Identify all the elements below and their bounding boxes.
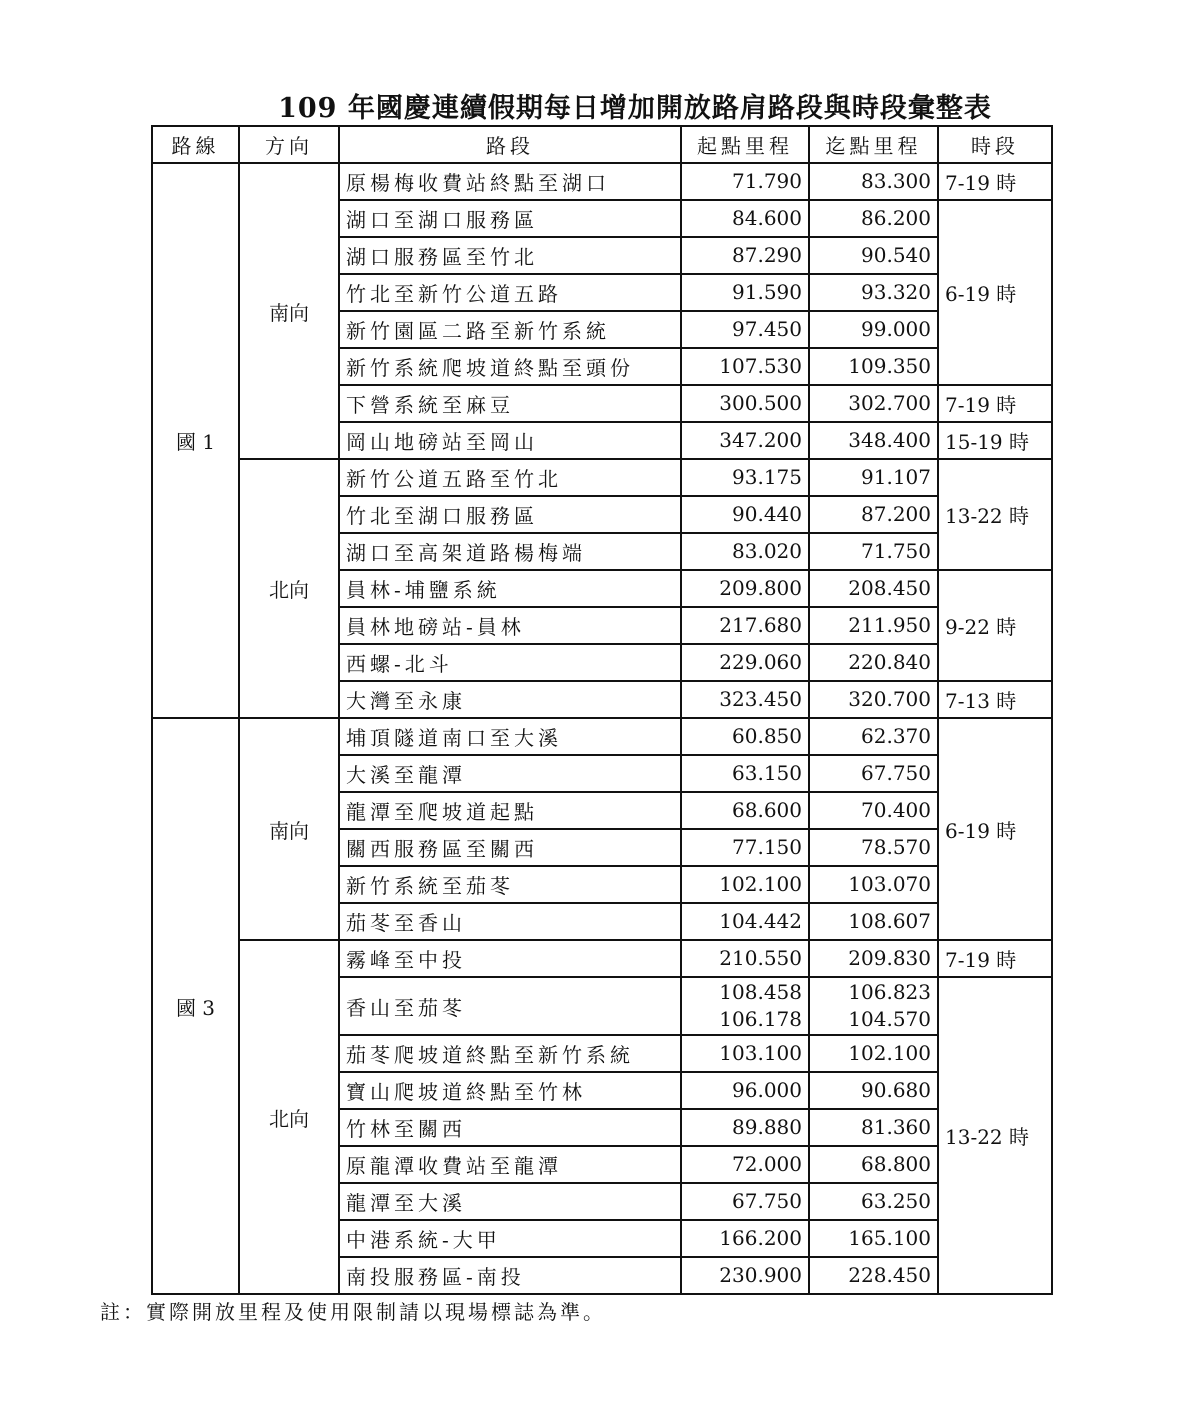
end-km-cell: 320.700 — [809, 681, 938, 718]
time-cell: 13-22 時 — [938, 459, 1052, 570]
start-km-cell: 68.600 — [681, 792, 809, 829]
segment-cell: 竹北至新竹公道五路 — [339, 274, 681, 311]
start-km-cell: 72.000 — [681, 1146, 809, 1183]
end-km-cell: 211.950 — [809, 607, 938, 644]
end-km-cell: 81.360 — [809, 1109, 938, 1146]
end-km-line: 104.570 — [848, 1007, 931, 1031]
start-km-cell: 71.790 — [681, 163, 809, 200]
shoulder-schedule-table — [151, 125, 1053, 1295]
time-cell: 15-19 時 — [938, 422, 1052, 459]
segment-cell: 員林地磅站-員林 — [339, 607, 681, 644]
start-km-cell: 87.290 — [681, 237, 809, 274]
start-km-cell: 91.590 — [681, 274, 809, 311]
start-km-cell: 210.550 — [681, 940, 809, 977]
end-km-cell — [809, 977, 938, 1035]
end-km-cell: 103.070 — [809, 866, 938, 903]
start-km-cell: 83.020 — [681, 533, 809, 570]
time-cell: 13-22 時 — [938, 977, 1052, 1294]
end-km-cell: 78.570 — [809, 829, 938, 866]
start-km-cell: 93.175 — [681, 459, 809, 496]
end-km-cell: 63.250 — [809, 1183, 938, 1220]
segment-cell: 西螺-北斗 — [339, 644, 681, 681]
start-km-cell: 84.600 — [681, 200, 809, 237]
segment-cell: 龍潭至爬坡道起點 — [339, 792, 681, 829]
segment-cell: 茄苳爬坡道終點至新竹系統 — [339, 1035, 681, 1072]
header-row — [152, 126, 1052, 163]
end-km-line: 106.823 — [848, 980, 931, 1004]
segment-cell: 湖口至湖口服務區 — [339, 200, 681, 237]
segment-cell: 湖口服務區至竹北 — [339, 237, 681, 274]
table-row — [152, 459, 1052, 496]
table-row — [152, 163, 1052, 200]
end-km-cell: 87.200 — [809, 496, 938, 533]
segment-cell: 香山至茄苳 — [339, 977, 681, 1035]
time-cell: 7-19 時 — [938, 385, 1052, 422]
start-km-cell: 209.800 — [681, 570, 809, 607]
segment-cell: 新竹公道五路至竹北 — [339, 459, 681, 496]
segment-cell: 中港系統-大甲 — [339, 1220, 681, 1257]
start-km-cell: 323.450 — [681, 681, 809, 718]
segment-cell: 下營系統至麻豆 — [339, 385, 681, 422]
time-cell: 6-19 時 — [938, 718, 1052, 940]
header-direction: 方向 — [239, 126, 339, 163]
start-km-line: 106.178 — [719, 1007, 802, 1031]
direction-cell: 南向 — [239, 163, 339, 459]
time-cell: 9-22 時 — [938, 570, 1052, 681]
end-km-cell: 71.750 — [809, 533, 938, 570]
direction-cell: 北向 — [239, 940, 339, 1294]
start-km-cell: 63.150 — [681, 755, 809, 792]
end-km-cell: 209.830 — [809, 940, 938, 977]
time-cell: 7-19 時 — [938, 163, 1052, 200]
table-row — [152, 718, 1052, 755]
end-km-cell: 228.450 — [809, 1257, 938, 1294]
end-km-cell: 90.680 — [809, 1072, 938, 1109]
segment-cell: 新竹園區二路至新竹系統 — [339, 311, 681, 348]
segment-cell: 大溪至龍潭 — [339, 755, 681, 792]
start-km-cell: 230.900 — [681, 1257, 809, 1294]
start-km-cell: 347.200 — [681, 422, 809, 459]
segment-cell: 員林-埔鹽系統 — [339, 570, 681, 607]
start-km-cell: 229.060 — [681, 644, 809, 681]
start-km-cell: 60.850 — [681, 718, 809, 755]
end-km-cell: 70.400 — [809, 792, 938, 829]
end-km-cell: 83.300 — [809, 163, 938, 200]
start-km-cell: 67.750 — [681, 1183, 809, 1220]
segment-cell: 霧峰至中投 — [339, 940, 681, 977]
end-km-cell: 208.450 — [809, 570, 938, 607]
segment-cell: 大灣至永康 — [339, 681, 681, 718]
time-cell: 7-13 時 — [938, 681, 1052, 718]
segment-cell: 龍潭至大溪 — [339, 1183, 681, 1220]
table-row — [152, 940, 1052, 977]
time-cell: 7-19 時 — [938, 940, 1052, 977]
header-route: 路線 — [152, 126, 239, 163]
end-km-cell: 99.000 — [809, 311, 938, 348]
segment-cell: 原楊梅收費站終點至湖口 — [339, 163, 681, 200]
segment-cell: 茄苳至香山 — [339, 903, 681, 940]
segment-cell: 湖口至高架道路楊梅端 — [339, 533, 681, 570]
segment-cell: 關西服務區至關西 — [339, 829, 681, 866]
start-km-cell: 217.680 — [681, 607, 809, 644]
header-end-km: 迄點里程 — [809, 126, 938, 163]
segment-cell: 埔頂隧道南口至大溪 — [339, 718, 681, 755]
segment-cell: 竹林至關西 — [339, 1109, 681, 1146]
start-km-cell: 89.880 — [681, 1109, 809, 1146]
header-segment: 路段 — [339, 126, 681, 163]
end-km-cell: 102.100 — [809, 1035, 938, 1072]
segment-cell: 南投服務區-南投 — [339, 1257, 681, 1294]
direction-cell: 南向 — [239, 718, 339, 940]
start-km-cell: 90.440 — [681, 496, 809, 533]
start-km-cell: 77.150 — [681, 829, 809, 866]
end-km-cell: 220.840 — [809, 644, 938, 681]
segment-cell: 岡山地磅站至岡山 — [339, 422, 681, 459]
start-km-cell — [681, 977, 809, 1035]
route-cell: 國 3 — [152, 718, 239, 1294]
time-cell: 6-19 時 — [938, 200, 1052, 385]
footnote: 註：實際開放里程及使用限制請以現場標誌為準。 — [100, 1300, 606, 1324]
end-km-cell: 109.350 — [809, 348, 938, 385]
segment-cell: 新竹系統爬坡道終點至頭份 — [339, 348, 681, 385]
start-km-cell: 300.500 — [681, 385, 809, 422]
start-km-cell: 96.000 — [681, 1072, 809, 1109]
start-km-cell: 166.200 — [681, 1220, 809, 1257]
end-km-cell: 108.607 — [809, 903, 938, 940]
end-km-cell: 90.540 — [809, 237, 938, 274]
start-km-cell: 103.100 — [681, 1035, 809, 1072]
segment-cell: 寶山爬坡道終點至竹林 — [339, 1072, 681, 1109]
segment-cell: 竹北至湖口服務區 — [339, 496, 681, 533]
end-km-cell: 67.750 — [809, 755, 938, 792]
start-km-cell: 107.530 — [681, 348, 809, 385]
end-km-cell: 165.100 — [809, 1220, 938, 1257]
direction-cell: 北向 — [239, 459, 339, 718]
end-km-cell: 62.370 — [809, 718, 938, 755]
end-km-cell: 302.700 — [809, 385, 938, 422]
end-km-cell: 93.320 — [809, 274, 938, 311]
end-km-cell: 86.200 — [809, 200, 938, 237]
end-km-cell: 91.107 — [809, 459, 938, 496]
start-km-cell: 104.442 — [681, 903, 809, 940]
segment-cell: 新竹系統至茄苳 — [339, 866, 681, 903]
end-km-cell: 348.400 — [809, 422, 938, 459]
route-cell: 國 1 — [152, 163, 239, 718]
end-km-cell: 68.800 — [809, 1146, 938, 1183]
header-start-km: 起點里程 — [681, 126, 809, 163]
page-title: 109 年國慶連續假期每日增加開放路肩路段與時段彙整表 — [278, 93, 992, 124]
header-time: 時段 — [938, 126, 1052, 163]
start-km-cell: 97.450 — [681, 311, 809, 348]
segment-cell: 原龍潭收費站至龍潭 — [339, 1146, 681, 1183]
start-km-line: 108.458 — [719, 980, 802, 1004]
start-km-cell: 102.100 — [681, 866, 809, 903]
